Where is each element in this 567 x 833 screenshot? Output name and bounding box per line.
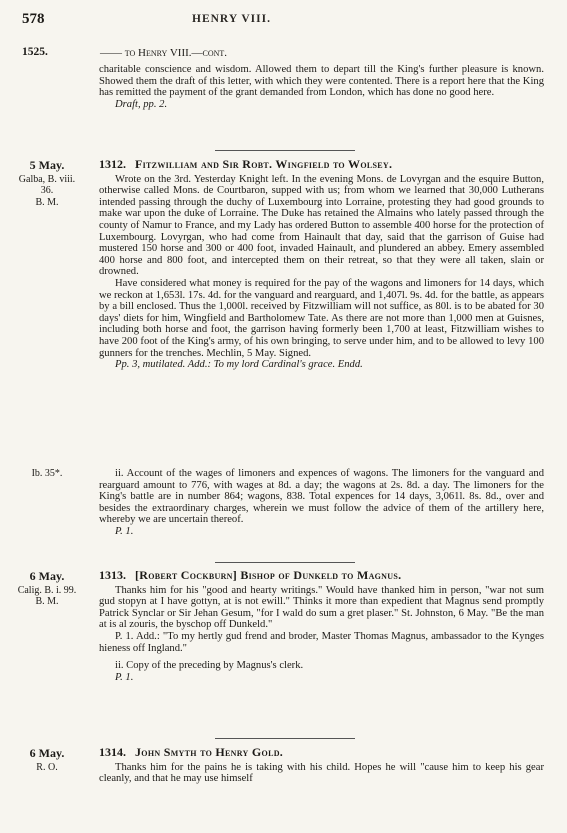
separator-rule	[215, 150, 355, 151]
entry-1312-margin	[12, 160, 82, 208]
entry-note: P. 1.	[115, 671, 134, 683]
entry-note: Pp. 3, mutilated. Add.: To my lord Cardinal's grace. Endd.	[115, 359, 363, 371]
page-number: 578	[22, 11, 45, 27]
entry-paragraph: P. 1. Add.: "To my hertly gud frend and broder, Master Thomas Magnus, ambassador to the Kynges hieness off Ingland."	[99, 630, 544, 654]
entry-paragraph: ii. Copy of the preceding by Magnus's clerk.	[115, 660, 304, 672]
manuscript-ref: Galba, B. viii.	[18, 173, 76, 185]
continued-heading: —— to Henry VIII.—cont.	[100, 47, 228, 59]
entry-paragraph: Thanks him for the pains he is taking with his child. Hopes he will "cause him to keep his gear cleanly, and that he may use himself	[99, 761, 544, 785]
entry-note: P. 1.	[115, 525, 134, 537]
entry-paragraph: ii. Account of the wages of limoners and expences of wagons. The limoners for the vanguard and rearguard amount to 776, with wages at 8d. a day; the wagons at 2s. 8d. a day. The limoners for the King's battle are in number 864; wagons, 838. Total expences for 14 days, 3,061l. 8s. 8d., over and besides the extraordinary charges, wherein we must follow the advice of them of the artillery here, whereby we are uncertain thereof.	[99, 468, 544, 526]
entry-date: 6 May.	[29, 746, 65, 760]
manuscript-ref: R. O.	[36, 761, 58, 773]
entry-1312-ii	[99, 468, 544, 538]
entry-heading	[99, 747, 544, 759]
entry-1313-margin	[12, 571, 82, 608]
year-label: 1525.	[22, 46, 48, 58]
entry-paragraph: Thanks him for his "good and hearty writings." Would have thanked him in person, "war not sum gud stopyn at I have gottyn, at is not ewill." Thinks it more than expedient that Magnus send promptly Patrick Synclar or Sir Jehan Gesum, "for I wald do sum a gret plaser." St. Johnston, 6 May. "Be the man at is al zouris, the byschop off Dunkeld."	[99, 584, 544, 631]
entry-continuation	[99, 64, 544, 110]
entry-heading	[99, 159, 544, 171]
entry-paragraph: charitable conscience and wisdom. Allowed them to depart till the King's further pleasure is known. Showed them the draft of this letter, with which they were contented. There is a report here that the King has remitted the payment of the grant demanded from London, which has done no good here.	[99, 64, 544, 99]
separator-rule	[215, 562, 355, 563]
entry-title: [Robert Cockburn] Bishop of Dunkeld to Magnus.	[135, 568, 402, 582]
entry-note: Draft, pp. 2.	[115, 98, 168, 110]
entry-title: John Smyth to Henry Gold.	[135, 745, 284, 759]
entry-1312	[99, 159, 544, 371]
entry-date: 5 May.	[29, 158, 65, 172]
entry-number: 1313.	[99, 568, 126, 582]
entry-number: 1314.	[99, 745, 126, 759]
entry-1313	[99, 570, 544, 683]
entry-ii-margin	[12, 468, 82, 480]
manuscript-ref: Ib. 35*.	[31, 468, 63, 479]
entry-date: 6 May.	[29, 569, 65, 583]
manuscript-ref: Calig. B. i. 99.	[17, 584, 77, 596]
entry-paragraph: Wrote on the 3rd. Yesterday Knight left. In the evening Mons. de Lovyrgan and the esquire Button, otherwise called Mons. de Courtbaron, supped with us; from whom we learned that 30,000 Lutherans intended passing through the duchy of Luxembourg into Lorraine, protesting they had good grounds to make war upon the duke of Lorraine. The Duke has retained the Almains who lately passed through the county of Namur to France, and my Lady has ordered Button to assemble 400 horse for the protection of Luxembourg. Lovyrgan, who had come from Hainault that day, said that the garrison of Guise had mustered 150 horse and 300 or 400 foot, invaded Hainault, and plundered an abbey. Emery assembled 400 horse and 800 foot, and intercepted them on their retreat, so that they were all taken, slain or drowned.	[99, 173, 544, 278]
entry-heading	[99, 570, 544, 582]
separator-rule	[215, 738, 355, 739]
entry-title: Fitzwilliam and Sir Robt. Wingfield to Wolsey.	[135, 157, 393, 171]
entry-number: 1312.	[99, 157, 126, 171]
page-header	[22, 11, 542, 29]
entry-1314-margin	[12, 748, 82, 773]
running-title: HENRY VIII.	[192, 13, 271, 25]
manuscript-ref: B. M.	[35, 596, 59, 607]
manuscript-ref: B. M.	[35, 196, 59, 208]
manuscript-ref: 36.	[40, 185, 54, 196]
entry-paragraph: Have considered what money is required for the pay of the wagons and limoners for 14 days, which we reckon at 1,653l. 17s. 4d. for the vanguard and rearguard, and 1,407l. 9s. 4d. for the battle, as appears by a bill enclosed. Thus the 1,000l. received by Fitzwilliam will not suffice, as 80l. is to be abated for 30 days' diets for him, Wingfield and Bartholomew Tate. As there are not more than 1,000 men at Guisnes, including both horse and foot, the garrison having formerly been 1,700 at least, Fitzwilliam wishes to have 200 foot of the King's army, of his own bringing, to serve under him, and to be allowed to levy 100 gunners for the trenches. Mechlin, 5 May. Signed.	[99, 277, 544, 359]
entry-1314	[99, 747, 544, 785]
